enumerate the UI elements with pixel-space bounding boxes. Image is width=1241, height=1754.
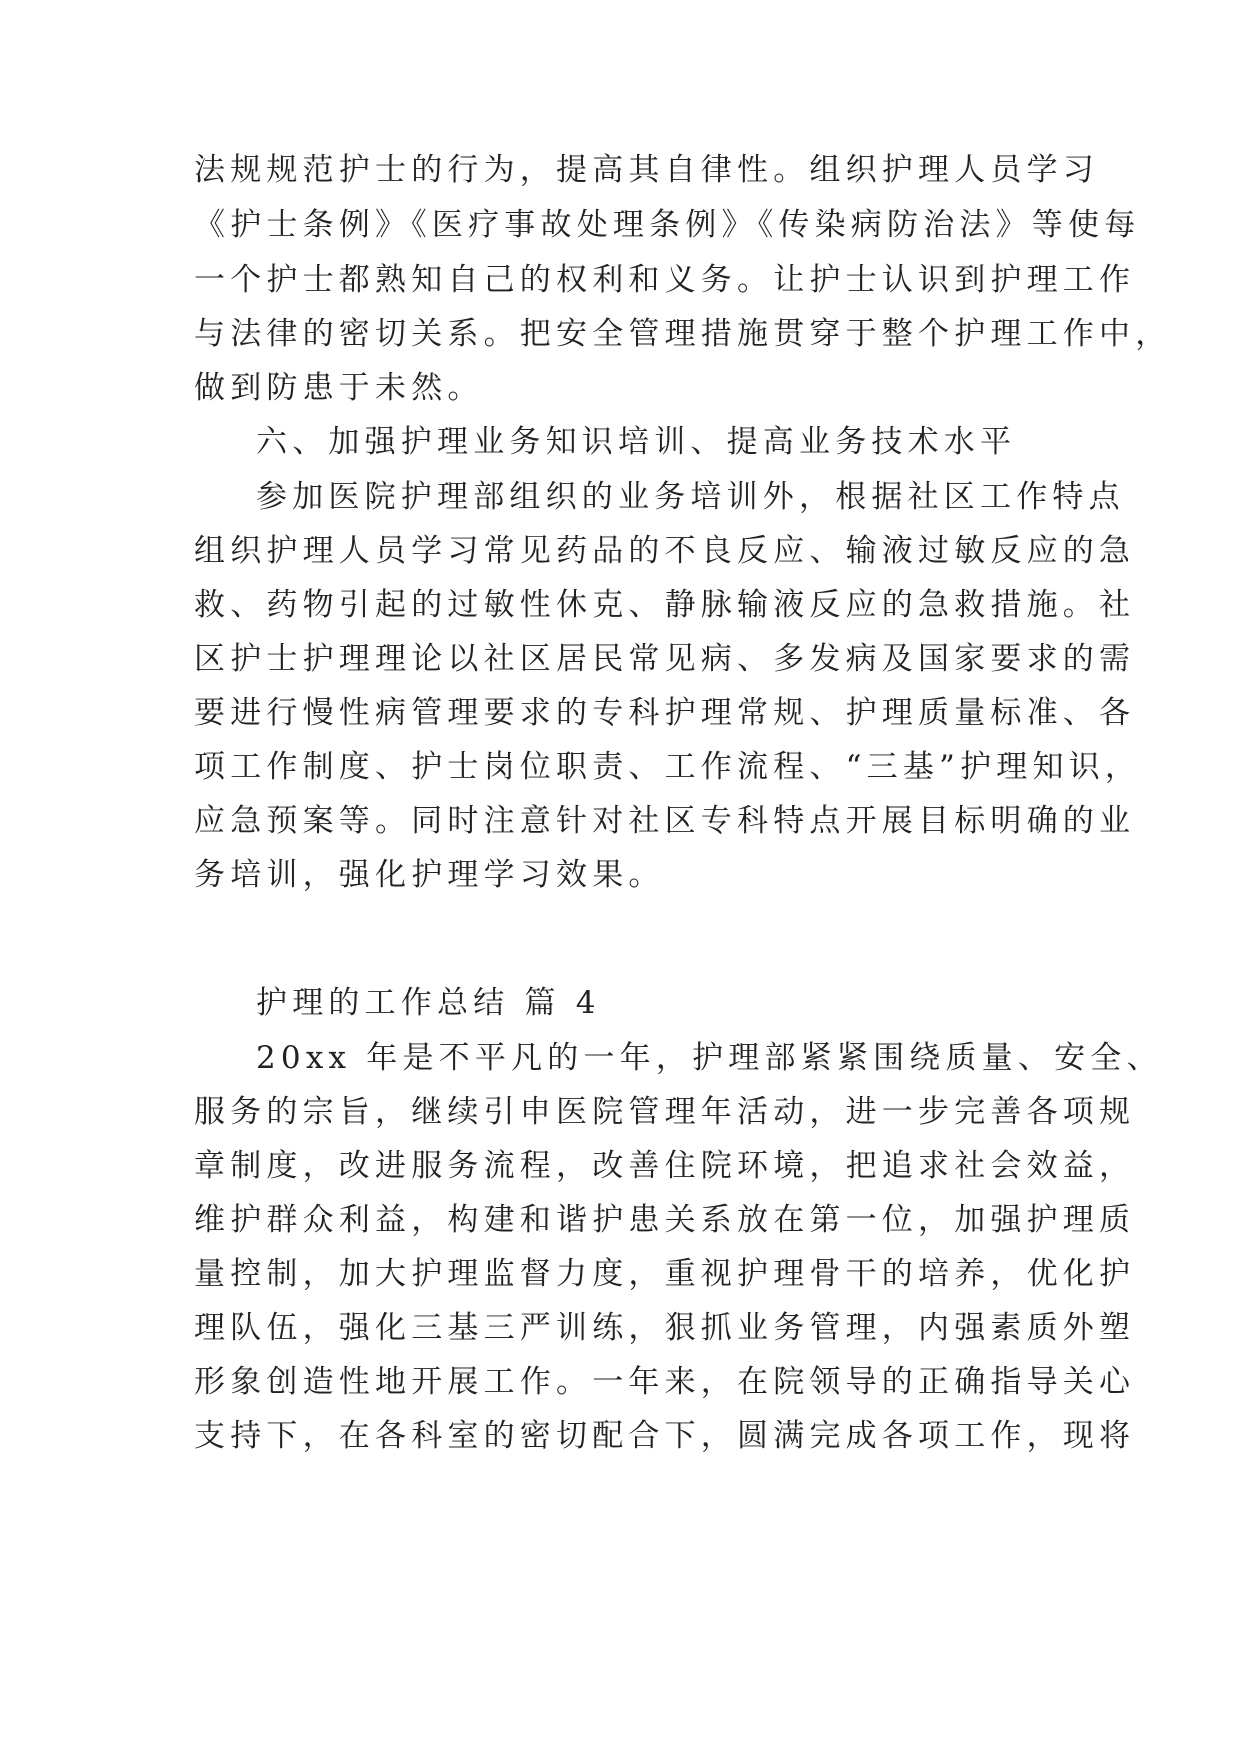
paragraph-line: 组织护理人员学习常见药品的不良反应、输液过敏反应的急 xyxy=(194,533,1136,569)
paragraph-line: 应急预案等。同时注意针对社区专科特点开展目标明确的业 xyxy=(194,803,1136,839)
paragraph-line: 与法律的密切关系。把安全管理措施贯穿于整个护理工作中， xyxy=(194,316,1172,352)
paragraph-line: 务培训，强化护理学习效果。 xyxy=(194,857,665,893)
article-title: 护理的工作总结 篇 4 xyxy=(256,985,601,1021)
paragraph-line: 法规规范护士的行为，提高其自律性。组织护理人员学习 xyxy=(194,152,1099,188)
paragraph-line: 理队伍，强化三基三严训练，狠抓业务管理，内强素质外塑 xyxy=(194,1310,1136,1346)
paragraph-line: 做到防患于未然。 xyxy=(194,370,484,406)
paragraph-line: 维护群众利益，构建和谐护患关系放在第一位，加强护理质 xyxy=(194,1202,1136,1238)
paragraph-line: 救、药物引起的过敏性休克、静脉输液反应的急救措施。社 xyxy=(194,587,1136,623)
paragraph-line: 参加医院护理部组织的业务培训外，根据社区工作特点 xyxy=(256,479,1125,515)
paragraph-line: 章制度，改进服务流程，改善住院环境，把追求社会效益， xyxy=(194,1148,1136,1184)
paragraph-line: 形象创造性地开展工作。一年来，在院领导的正确指导关心 xyxy=(194,1364,1136,1400)
paragraph-line: 服务的宗旨，继续引申医院管理年活动，进一步完善各项规 xyxy=(194,1094,1136,1130)
paragraph-line: 要进行慢性病管理要求的专科护理常规、护理质量标准、各 xyxy=(194,695,1136,731)
section-heading: 六、加强护理业务知识培训、提高业务技术水平 xyxy=(256,424,1017,460)
paragraph-line: 项工作制度、护士岗位职责、工作流程、“三基”护理知识， xyxy=(194,749,1142,785)
paragraph-line: 一个护士都熟知自己的权利和义务。让护士认识到护理工作 xyxy=(194,262,1136,298)
paragraph-line: 区护士护理理论以社区居民常见病、多发病及国家要求的需 xyxy=(194,641,1136,677)
paragraph-line: 《护士条例》《医疗事故处理条例》《传染病防治法》等使每 xyxy=(194,207,1141,243)
paragraph-line: 支持下，在各科室的密切配合下，圆满完成各项工作，现将 xyxy=(194,1418,1136,1454)
paragraph-line: 量控制，加大护理监督力度，重视护理骨干的培养，优化护 xyxy=(194,1256,1136,1292)
paragraph-line: 20xx 年是不平凡的一年，护理部紧紧围绕质量、安全、 xyxy=(256,1040,1163,1076)
